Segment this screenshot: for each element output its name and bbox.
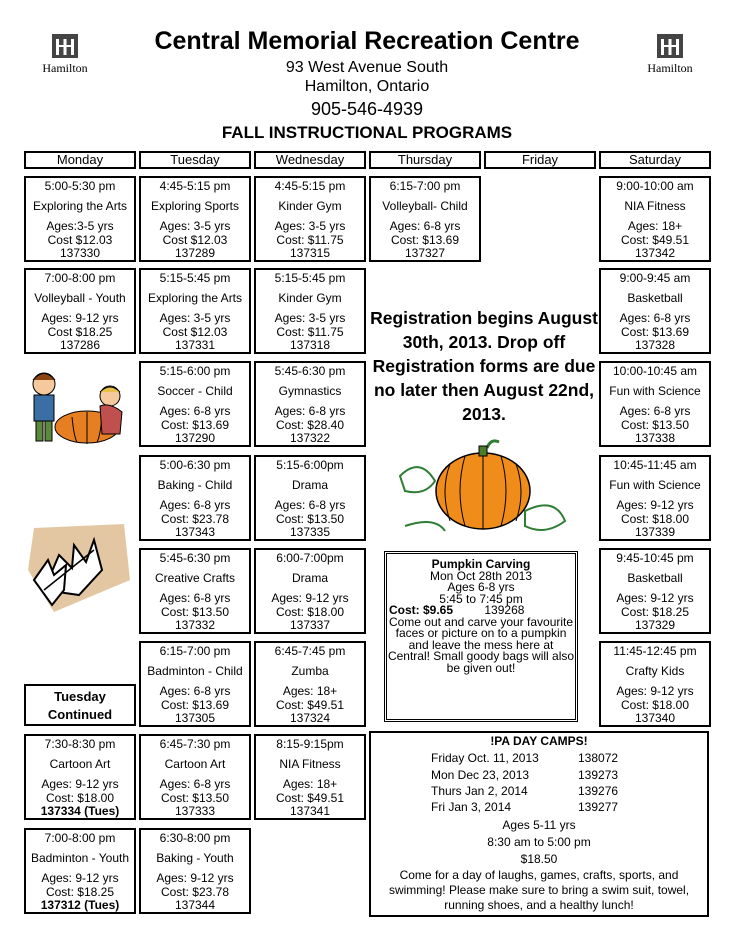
- program-name: Gymnastics: [278, 384, 342, 398]
- program-ages: Ages: 9-12 yrs: [41, 311, 119, 325]
- address-line-1: 93 West Avenue South: [285, 59, 449, 76]
- program-cell-saturday-6: [599, 641, 711, 727]
- program-ages: Ages: 6-8 yrs: [274, 498, 346, 512]
- pa-hours: 8:30 am to 5:00 pm: [487, 835, 591, 849]
- program-cell-tuesday-6: [139, 641, 251, 727]
- program-cost: Cost: $18.00: [275, 604, 345, 619]
- program-cost: Cost: $13.69: [160, 697, 230, 712]
- program-cell-tuesday-3: [139, 361, 251, 447]
- program-cost: Cost: $49.51: [275, 790, 345, 805]
- program-cell-bottom_col1-2: [24, 828, 136, 914]
- program-time: 6:30-8:00 pm: [159, 831, 231, 845]
- program-code: 137330: [59, 246, 101, 260]
- program-name: Kinder Gym: [278, 291, 342, 305]
- phone-number: 905-546-4939: [310, 99, 424, 119]
- program-name: Drama: [291, 571, 328, 585]
- page-title: Central Memorial Recreation Centre: [154, 27, 580, 55]
- program-time: 7:00-8:00 pm: [44, 271, 116, 285]
- program-code: 137315: [289, 246, 331, 260]
- program-cell-saturday-1: [599, 176, 711, 262]
- program-ages: Ages: 3-5 yrs: [159, 311, 231, 325]
- day-header-tuesday: Tuesday: [139, 151, 251, 169]
- program-ages: Ages: 9-12 yrs: [616, 498, 694, 512]
- pumpkin-illustration-icon: [395, 436, 570, 541]
- program-heading: FALL INSTRUCTIONAL PROGRAMS: [221, 123, 513, 142]
- pa-code-3: 139276: [578, 784, 619, 798]
- program-ages: Ages: 6-8 yrs: [159, 498, 231, 512]
- day-header-monday: Monday: [24, 151, 136, 169]
- program-code: 137329: [634, 618, 676, 632]
- program-name: Creative Crafts: [154, 571, 236, 585]
- program-cost: Cost: $13.50: [160, 604, 230, 619]
- program-cost: Cost $12.03: [47, 232, 113, 247]
- program-name: NIA Fitness: [279, 757, 341, 771]
- program-time: 6:15-7:00 pm: [159, 644, 231, 658]
- autumn-leaves-illustration-icon: [24, 520, 134, 616]
- program-cell-wednesday-5: [254, 548, 366, 634]
- program-cost: Cost: $13.69: [160, 417, 230, 432]
- program-ages: Ages: 9-12 yrs: [41, 871, 119, 885]
- pumpkin-title: Pumpkin Carving: [431, 557, 531, 571]
- pa-title: !PA DAY CAMPS!: [490, 734, 588, 748]
- program-cell-bottom_col2-2: [139, 828, 251, 914]
- program-ages: Ages: 6-8 yrs: [159, 777, 231, 791]
- program-time: 5:00-5:30 pm: [44, 179, 116, 193]
- program-name: Badminton - Youth: [30, 851, 130, 865]
- pumpkin-description: Come out and carve your favourite faces or picture on to a pumpkin and leave the mess here at Central! Small goody bags will also be given out!: [387, 614, 575, 675]
- pumpkin-ages: Ages 6-8 yrs: [447, 580, 515, 594]
- logo-text: Hamilton: [42, 61, 88, 75]
- program-code: 137340: [634, 711, 676, 725]
- pa-code-4: 139277: [578, 800, 619, 814]
- program-ages: Ages: 9-12 yrs: [616, 684, 694, 698]
- program-cell-bottom_col1-1: [24, 734, 136, 820]
- program-code: 137338: [634, 431, 676, 445]
- program-cost: Cost: $28.40: [275, 417, 345, 432]
- program-name: Crafty Kids: [625, 664, 685, 678]
- program-cost: Cost: $18.00: [620, 511, 690, 526]
- program-cost: Cost $12.03: [162, 232, 228, 247]
- pumpkin-time: 5:45 to 7:45 pm: [439, 591, 523, 606]
- program-ages: Ages: 3-5 yrs: [274, 219, 346, 233]
- day-header-saturday: Saturday: [599, 151, 711, 169]
- program-code: 137290: [174, 431, 216, 445]
- pa-price: $18.50: [520, 852, 558, 866]
- program-cost: Cost: $11.75: [276, 324, 344, 339]
- program-name: Fun with Science: [609, 478, 701, 492]
- program-time: 7:30-8:30 pm: [44, 737, 116, 751]
- program-cell-bottom_col3-1: [254, 734, 366, 820]
- program-cell-thursday-1: [369, 176, 481, 262]
- program-cost: Cost: $13.69: [390, 232, 460, 247]
- program-code: 137333: [174, 804, 216, 818]
- program-code: 137324: [289, 711, 331, 725]
- program-ages: Ages: 6-8 yrs: [389, 219, 461, 233]
- program-ages: Ages: 18+: [282, 684, 338, 698]
- program-ages: Ages: 6-8 yrs: [159, 684, 231, 698]
- program-cell-wednesday-1: [254, 176, 366, 262]
- program-time: 6:00-7:00pm: [276, 551, 344, 565]
- pa-date-3: Thurs Jan 2, 2014: [431, 784, 528, 798]
- program-name: Baking - Youth: [156, 851, 234, 865]
- program-time: 5:15-5:45 pm: [159, 271, 231, 285]
- program-code: 137305: [174, 711, 216, 725]
- program-name: Volleyball- Child: [382, 199, 468, 213]
- day-header-wednesday: Wednesday: [254, 151, 366, 169]
- pa-date-4: Fri Jan 3, 2014: [431, 800, 512, 814]
- program-time: 10:00-10:45 am: [612, 364, 698, 378]
- program-code: 137342: [634, 246, 676, 260]
- program-time: 5:15-5:45 pm: [274, 271, 346, 285]
- tuesday-continued-label: Tuesday Continued: [24, 684, 136, 726]
- program-time: 7:00-8:00 pm: [44, 831, 116, 845]
- program-code: 137318: [289, 338, 331, 352]
- program-time: 9:00-9:45 am: [619, 271, 691, 285]
- program-code: 137337: [289, 618, 331, 632]
- program-time: 6:45-7:30 pm: [159, 737, 231, 751]
- program-name: Drama: [291, 478, 328, 492]
- program-time: 4:45-5:15 pm: [159, 179, 231, 193]
- program-name: Basketball: [627, 291, 683, 305]
- program-name: Zumba: [291, 664, 329, 678]
- program-time: 9:45-10:45 pm: [616, 551, 694, 565]
- program-cost: Cost: $49.51: [275, 697, 345, 712]
- program-cell-wednesday-2: [254, 268, 366, 354]
- pa-date-2: Mon Dec 23, 2013: [431, 768, 530, 782]
- program-name: Exploring Sports: [150, 199, 240, 213]
- program-cell-wednesday-6: [254, 641, 366, 727]
- program-code: 137328: [634, 338, 676, 352]
- program-cell-monday-2: [24, 268, 136, 354]
- program-code: 137286: [59, 338, 101, 352]
- program-name: Exploring the Arts: [32, 199, 128, 213]
- logo-text: Hamilton: [647, 61, 693, 75]
- program-code: 137341: [289, 804, 331, 818]
- program-time: 4:45-5:15 pm: [274, 179, 346, 193]
- program-ages: Ages: 18+: [627, 219, 683, 233]
- program-code: 137339: [634, 525, 676, 539]
- program-code: 137331: [174, 338, 216, 352]
- program-code: 137335: [289, 525, 331, 539]
- pa-ages: Ages 5-11 yrs: [502, 818, 576, 832]
- program-cell-monday-1: [24, 176, 136, 262]
- program-name: Baking - Child: [157, 478, 233, 492]
- program-time: 5:00-6:30 pm: [159, 458, 231, 472]
- program-cell-tuesday-1: [139, 176, 251, 262]
- program-ages: Ages: 6-8 yrs: [619, 311, 691, 325]
- program-time: 11:45-12:45 pm: [613, 644, 697, 658]
- program-cost: Cost: $13.50: [160, 790, 230, 805]
- kids-pumpkin-illustration-icon: [22, 362, 132, 447]
- program-name: Cartoon Art: [49, 757, 111, 771]
- program-cell-saturday-5: [599, 548, 711, 634]
- program-cost: Cost: $23.78: [160, 511, 230, 526]
- program-cost: Cost $18.25: [47, 324, 113, 339]
- program-cost: Cost: $18.00: [45, 790, 115, 805]
- program-cost: Cost: $23.78: [160, 884, 230, 899]
- program-cell-tuesday-5: [139, 548, 251, 634]
- program-name: Soccer - Child: [157, 384, 233, 398]
- program-cost: Cost: $18.25: [620, 604, 690, 619]
- program-time: 5:45-6:30 pm: [159, 551, 231, 565]
- program-ages: Ages: 9-12 yrs: [616, 591, 694, 605]
- program-cost: Cost: $13.50: [275, 511, 345, 526]
- registration-notice: Registration begins August 30th, 2013. Drop off Registration forms are due no later then August 22nd, 2013.: [370, 308, 598, 424]
- program-code: 137322: [289, 431, 331, 445]
- program-code: 137312 (Tues): [40, 898, 120, 912]
- program-name: Exploring the Arts: [147, 291, 243, 305]
- program-cost: Cost: $18.00: [620, 697, 690, 712]
- program-ages: Ages: 6-8 yrs: [159, 591, 231, 605]
- program-time: 8:15-9:15pm: [276, 737, 344, 751]
- program-ages: Ages: 18+: [282, 777, 338, 791]
- program-ages: Ages:3-5 yrs: [46, 219, 114, 233]
- program-ages: Ages: 9-12 yrs: [41, 777, 119, 791]
- program-ages: Ages: 3-5 yrs: [159, 219, 231, 233]
- program-ages: Ages: 9-12 yrs: [156, 871, 234, 885]
- program-code: 137289: [174, 246, 216, 260]
- program-cell-wednesday-3: [254, 361, 366, 447]
- program-code: 137332: [174, 618, 216, 632]
- program-code: 137343: [174, 525, 216, 539]
- address-line-2: Hamilton, Ontario: [304, 78, 430, 95]
- program-name: NIA Fitness: [624, 199, 686, 213]
- program-cost: Cost: $49.51: [620, 232, 690, 247]
- program-name: Basketball: [627, 571, 683, 585]
- program-code: 137327: [404, 246, 446, 260]
- pumpkin-date: Mon Oct 28th 2013: [429, 568, 533, 583]
- program-name: Fun with Science: [609, 384, 701, 398]
- program-ages: Ages: 6-8 yrs: [274, 404, 346, 418]
- program-cell-saturday-4: [599, 455, 711, 541]
- pumpkin-cost: Cost: $9.65: [389, 603, 454, 617]
- program-cell-tuesday-2: [139, 268, 251, 354]
- program-cost: Cost $12.03: [162, 324, 228, 339]
- program-time: 5:15-6:00pm: [276, 458, 344, 472]
- pa-code-1: 138072: [578, 751, 619, 765]
- program-ages: Ages: 6-8 yrs: [619, 404, 691, 418]
- program-time: 6:15-7:00 pm: [389, 179, 461, 193]
- day-header-friday: Friday: [484, 151, 596, 169]
- program-time: 10:45-11:45 am: [613, 458, 697, 472]
- program-time: 6:45-7:45 pm: [274, 644, 346, 658]
- program-ages: Ages: 3-5 yrs: [274, 311, 346, 325]
- day-header-thursday: Thursday: [369, 151, 481, 169]
- program-time: 5:15-6:00 pm: [159, 364, 231, 378]
- program-cell-saturday-3: [599, 361, 711, 447]
- program-time: 9:00-10:00 am: [616, 179, 694, 193]
- program-cost: Cost: $13.69: [620, 324, 690, 339]
- program-cell-tuesday-4: [139, 455, 251, 541]
- program-code: 137344: [174, 898, 216, 912]
- program-cell-wednesday-4: [254, 455, 366, 541]
- program-time: 5:45-6:30 pm: [274, 364, 346, 378]
- pa-day-camps-box: [369, 731, 709, 917]
- program-cost: Cost: $18.25: [45, 884, 115, 899]
- program-ages: Ages: 6-8 yrs: [159, 404, 231, 418]
- pumpkin-code: 139268: [484, 603, 525, 617]
- program-name: Volleyball - Youth: [34, 291, 126, 305]
- pa-description: Come for a day of laughs, games, crafts, sports, and swimming! Please make sure to bring a swim suit, towel, running shoes, and a healthy lunch!: [388, 868, 690, 912]
- program-cost: Cost: $11.75: [276, 232, 344, 247]
- program-name: Badminton - Child: [147, 664, 243, 678]
- program-code: 137334 (Tues): [40, 804, 120, 818]
- program-cell-bottom_col2-1: [139, 734, 251, 820]
- program-ages: Ages: 9-12 yrs: [271, 591, 349, 605]
- pa-date-1: Friday Oct. 11, 2013: [431, 751, 539, 765]
- pumpkin-carving-box: [384, 551, 578, 722]
- program-cost: Cost: $13.50: [620, 417, 690, 432]
- program-cell-saturday-2: [599, 268, 711, 354]
- program-name: Cartoon Art: [164, 757, 226, 771]
- program-name: Kinder Gym: [278, 199, 342, 213]
- pa-code-2: 139273: [578, 768, 619, 782]
